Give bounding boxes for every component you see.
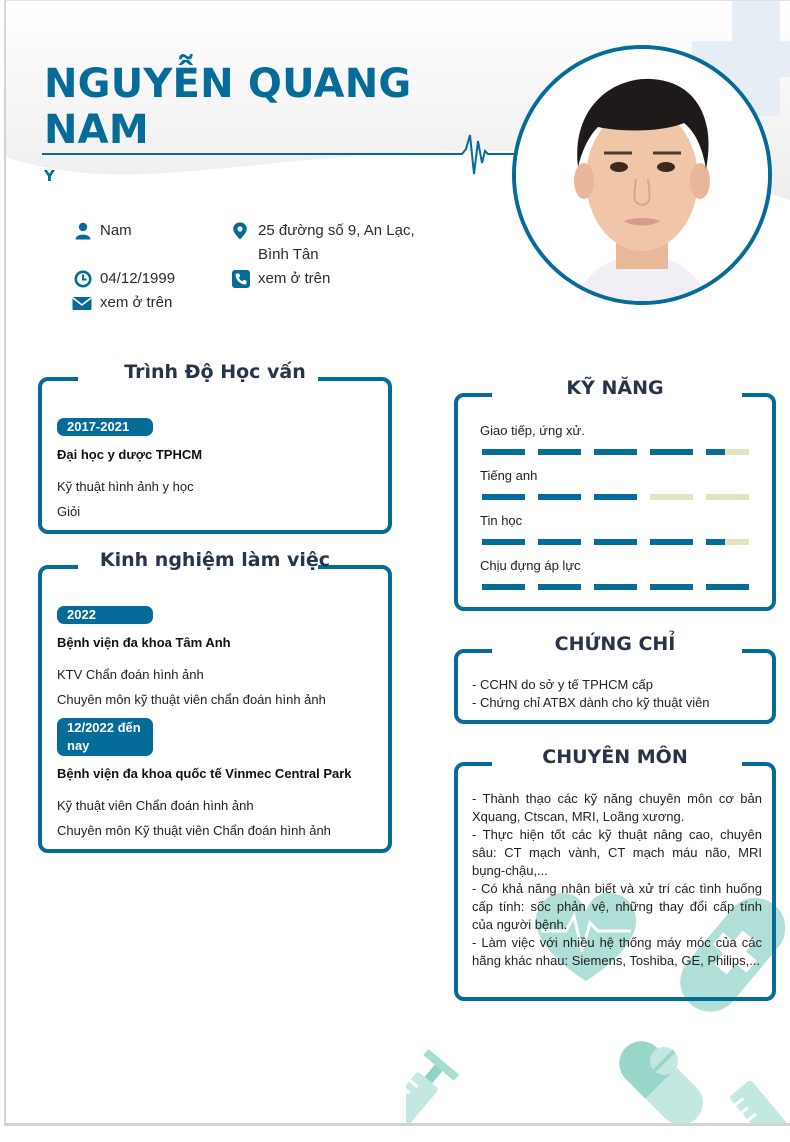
phone-icon (232, 270, 250, 288)
address-line-1: 25 đường số 9, An Lạc, (258, 222, 415, 239)
address-line-2: Bình Tân (258, 246, 319, 263)
skills-title: KỸ NĂNG (566, 377, 664, 399)
specialty-list (472, 790, 762, 970)
job-title: Y (44, 167, 55, 185)
syringe-pill-decoration-icons (406, 1041, 790, 1123)
birthday-value: 04/12/1999 (100, 270, 176, 287)
experience-period-badge (57, 718, 153, 756)
experience-section (38, 549, 392, 853)
heartbeat-line-icon (42, 129, 522, 179)
certificate-item: - Chứng chỉ ATBX dành cho kỹ thuật viên (472, 695, 710, 710)
specialty-item: - Có khả năng nhận biết và xử trí các tình huống cấp tính: sốc phản vệ, những thay đổi cấp tính của người bệnh. (472, 881, 762, 932)
skill-rating-bar (482, 539, 749, 545)
experience-description: Chuyên môn Kỹ thuật viên Chẩn đoán hình ảnh (57, 823, 331, 838)
experience-title: Kinh nghiệm làm việc (99, 549, 331, 571)
skill-name: Tiếng anh (480, 468, 538, 483)
portrait-illustration (516, 49, 768, 301)
certificates-section (454, 633, 776, 724)
period-line-2: nay (67, 738, 90, 753)
experience-company: Bệnh viện đa khoa Tâm Anh (57, 635, 231, 650)
experience-company: Bệnh viện đa khoa quốc tế Vinmec Central Park (57, 766, 352, 781)
specialty-item: - Thành thạo các kỹ năng chuyên môn cơ bản Xquang, Ctscan, MRI, Loãng xương. (472, 791, 762, 824)
education-period-badge: 2017-2021 (57, 418, 153, 436)
skills-section (454, 377, 776, 611)
specialty-section (454, 746, 776, 1001)
skill-name: Giao tiếp, ứng xử. (480, 423, 585, 438)
cv-page (4, 0, 790, 1126)
skill-rating-bar (482, 494, 749, 500)
experience-period-badge: 2022 (57, 606, 153, 624)
name-line-2: NAM (44, 107, 149, 153)
skill-rating-bar (482, 584, 749, 590)
email-value: xem ở trên (100, 294, 173, 311)
gender-value: Nam (100, 222, 132, 239)
profile-photo (512, 45, 772, 305)
experience-position: Kỹ thuật viên Chẩn đoán hình ảnh (57, 798, 254, 813)
specialty-title: CHUYÊN MÔN (542, 746, 688, 768)
skill-name: Tin học (480, 513, 523, 528)
skill-rating-bar (482, 449, 749, 455)
map-pin-icon (232, 222, 248, 240)
phone-value: xem ở trên (258, 270, 331, 287)
envelope-icon (72, 294, 92, 312)
period-line-1: 12/2022 đến (67, 720, 141, 735)
education-school: Đại học y dược TPHCM (57, 447, 203, 462)
education-major: Kỹ thuật hình ảnh y học (57, 479, 194, 494)
education-title: Trình Độ Học vấn (124, 361, 306, 383)
experience-position: KTV Chẩn đoán hình ảnh (57, 667, 204, 682)
experience-description: Chuyên môn kỹ thuật viên chẩn đoán hình ảnh (57, 692, 326, 707)
name-line-1: NGUYỄN QUANG (44, 61, 412, 107)
user-icon (74, 222, 92, 240)
certificates-title: CHỨNG CHỈ (554, 633, 676, 655)
specialty-item: - Thực hiện tốt các kỹ thuật nâng cao, chuyên sâu: CT mạch vành, CT mạch máu não, MRI bụng-chậu,... (472, 827, 762, 878)
specialty-item: - Làm việc với nhiều hệ thống máy móc của các hãng khác nhau: Siemens, Toshiba, GE, Philips,... (472, 935, 762, 968)
clock-icon (74, 270, 92, 288)
education-grade: Giỏi (57, 504, 81, 519)
skill-name: Chịu đựng áp lực (480, 558, 581, 573)
certificate-item: - CCHN do sở y tế TPHCM cấp (472, 677, 653, 692)
education-section (38, 361, 392, 534)
